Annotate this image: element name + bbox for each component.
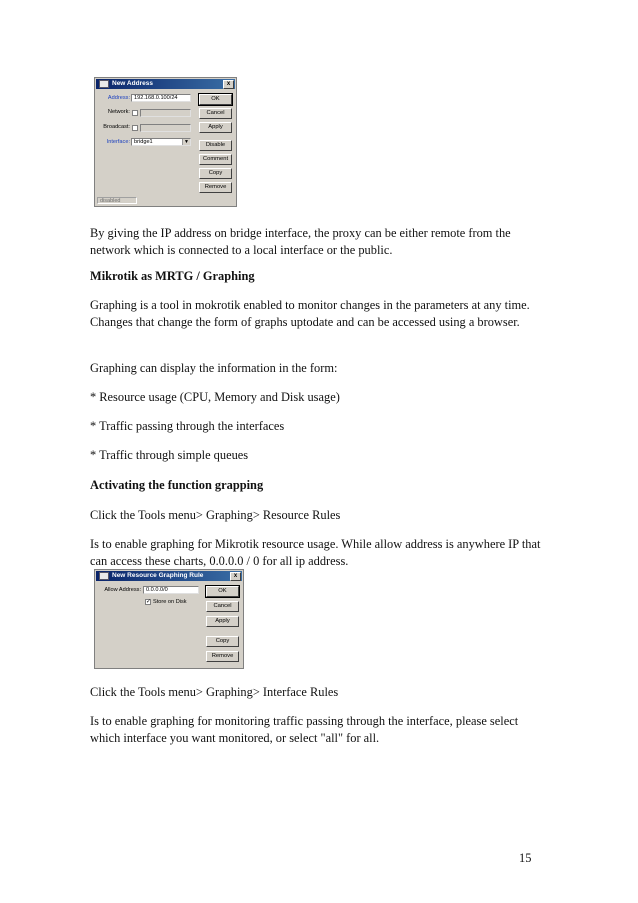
window-icon	[99, 572, 109, 580]
copy-button[interactable]: Copy	[199, 168, 232, 179]
broadcast-checkbox[interactable]	[132, 125, 138, 131]
dialog-title: New Resource Graphing Rule	[112, 572, 204, 579]
broadcast-field[interactable]	[140, 124, 191, 132]
heading-activating: Activating the function grapping	[90, 478, 264, 492]
apply-button[interactable]: Apply	[206, 616, 239, 627]
close-icon[interactable]: x	[223, 80, 234, 89]
ok-button[interactable]: OK	[206, 586, 239, 597]
paragraph-enable-resource: Is to enable graphing for Mikrotik resource usage. While allow address is anywhere IP that can access these charts, 0.0.0.0 / 0 for all ip address.	[90, 537, 541, 568]
allow-address-label: Allow Address:	[104, 587, 141, 593]
heading-mrtg: Mikrotik as MRTG / Graphing	[90, 269, 255, 283]
paragraph-bridge: By giving the IP address on bridge interface, the proxy can be either remote from the network which is connected to a local interface or the public.	[90, 226, 511, 257]
disable-button[interactable]: Disable	[199, 140, 232, 151]
bullet-queues: * Traffic through simple queues	[90, 448, 249, 462]
cancel-button[interactable]: Cancel	[199, 108, 232, 119]
resource-graphing-rule-dialog	[94, 569, 244, 669]
status-bar: disabled	[97, 197, 137, 204]
chevron-down-icon[interactable]: ▼	[182, 139, 190, 145]
network-label: Network:	[107, 109, 130, 115]
paragraph-interface-rules: Click the Tools menu> Graphing> Interface Rules	[90, 685, 339, 699]
dialog-titlebar	[96, 571, 242, 581]
allow-address-field[interactable]: 0.0.0.0/0	[143, 586, 199, 594]
bullet-interfaces: * Traffic passing through the interfaces	[90, 419, 285, 433]
address-field[interactable]: 192.168.0.100/24	[131, 94, 191, 102]
broadcast-label: Broadcast:	[103, 124, 130, 130]
store-on-disk-checkbox[interactable]: ✓	[146, 599, 152, 605]
copy-button[interactable]: Copy	[206, 636, 239, 647]
network-field[interactable]	[140, 109, 191, 117]
comment-button[interactable]: Comment	[199, 154, 232, 165]
paragraph-resource-rules: Click the Tools menu> Graphing> Resource Rules	[90, 508, 341, 522]
new-address-dialog	[94, 77, 237, 207]
paragraph-graphing: Graphing is a tool in mokrotik enabled to monitor changes in the parameters at any time. Changes that change the form of graphs uptodate and can be accessed using a browser.	[90, 298, 530, 329]
paragraph-display: Graphing can display the information in the form:	[90, 361, 338, 375]
page-number: 15	[519, 851, 532, 865]
dialog-title: New Address	[112, 80, 153, 87]
close-icon[interactable]: x	[230, 572, 241, 581]
window-icon	[99, 80, 109, 88]
address-label: Address:	[107, 95, 130, 101]
remove-button[interactable]: Remove	[199, 182, 232, 193]
bullet-resource: * Resource usage (CPU, Memory and Disk usage)	[90, 390, 340, 404]
remove-button[interactable]: Remove	[206, 651, 239, 662]
paragraph-enable-interface: Is to enable graphing for monitoring traffic passing through the interface, please select which interface you want monitored, or select "all" for all.	[90, 714, 519, 745]
interface-select[interactable]	[131, 138, 191, 146]
apply-button[interactable]: Apply	[199, 122, 232, 133]
cancel-button[interactable]: Cancel	[206, 601, 239, 612]
ok-button[interactable]: OK	[199, 94, 232, 105]
dialog-titlebar	[96, 79, 235, 89]
network-checkbox[interactable]	[132, 110, 138, 116]
interface-label: Interface:	[106, 139, 130, 145]
store-on-disk-label: Store on Disk	[153, 599, 187, 605]
interface-value: bridge1	[134, 139, 153, 145]
